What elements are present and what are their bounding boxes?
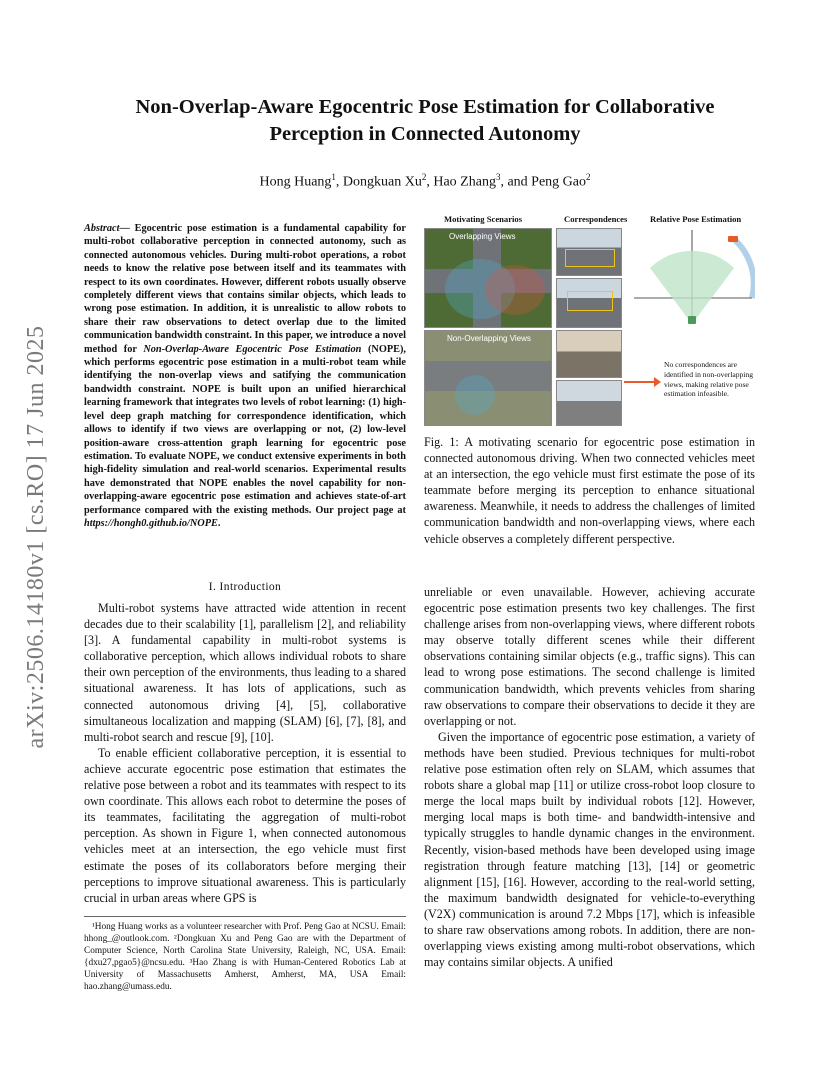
figure-header-pose: Relative Pose Estimation: [650, 214, 742, 224]
author-list: Hong Huang$^1$, Dongkuan Xu$^2$, Hao Zhang$^3$, and Peng Gao$^2$: [259, 172, 591, 190]
overlap-view-a: [556, 228, 622, 276]
paper-title: [80, 94, 770, 148]
figure-caption: Fig. 1: A motivating scenario for egocentric pose estimation in connected autonomous driving. When two connected vehicles meet at an intersection, the ego vehicle must first estimate the pose of its teammate before merging its perception to enhance situational awareness. Meanwhile, it needs to address the challenges of limited communication bandwidth and non-overlapping views, where each vehicle observes a completely different perspective.: [424, 435, 755, 546]
left-column-body: [84, 600, 406, 906]
author-affiliation: 3: [495, 172, 501, 182]
nonoverlap-view-a: [556, 330, 622, 378]
nonoverlap-label: Non-Overlapping Views: [447, 334, 531, 343]
author-name: Dongkuan Xu: [342, 174, 422, 190]
figure-1: [424, 214, 755, 424]
author-affiliation: 1: [331, 172, 336, 182]
author-name: Hong Huang: [259, 174, 332, 190]
overlap-topdown-image: [424, 228, 552, 328]
title-line-1: Non-Overlap-Aware Egocentric Pose Estimation for Collaborative: [135, 96, 715, 118]
pose-diagram: [630, 228, 755, 326]
right-column-body: [424, 584, 755, 970]
nonoverlap-topdown-image: [424, 330, 552, 426]
footnote-text: ¹Hong Huang works as a volunteer researcher with Prof. Peng Gao at NCSU. Email: hhong_@outlook.com. ²Dongkuan Xu and Peng Gao are with the Department of Computer Science, North Carolina State University, Raleigh, NC, USA. Email:{dxu27,pgao5}@ncsu.edu. ³Hao Zhang is with Human-Centered Robotics Lab at University of Massachusetts Amherst, Amherst, MA, USA Email: hao.zhang@umass.edu.: [84, 922, 406, 992]
abstract-label: Abstract: [84, 223, 120, 234]
paragraph: Given the importance of egocentric pose estimation, a variety of methods have been studied. Previous techniques for multi-robot relative pose estimation often rely on SLAM, which assumes that robots share a global map [11] or utilize cross-robot loop closure to merge the local maps built by individual robots [12]. However, merging local maps is both time- and bandwidth-intensive and typically struggles to handle dynamic changes in the environment. Recently, vision-based methods have been developed using image registration through feature matching [13], [14] or geometric alignment [15], [16]. However, according to the real-world setting, the maximum bandwidth designated for vehicle-to-everything (V2X) communication is around 7.2 Mbps [17], which is infeasible to share raw observations among robots. In addition, there are non-overlapping views existing among multi-robot observations, which may contains similar objects. A unified: [424, 729, 755, 970]
author-name: Peng Gao: [531, 174, 586, 190]
abstract: [84, 222, 406, 530]
author-affiliation: 2: [421, 172, 427, 182]
paragraph: To enable efficient collaborative perception, it is essential to achieve accurate egocentric pose estimation that estimates the relative pose between a robot and its teammates with respect to its own coordinate. This allows each robot to determine the poses of its teammates, facilitating the aggregation of multi-robot perception. As shown in Figure 1, when connected autonomous vehicles meet at an intersection, the ego vehicle must first estimate the poses of its collaborators before merging their perceptions to improve situational awareness. This is particularly crucial in urban areas where GPS is: [84, 745, 406, 905]
method-name: Non-Overlap-Aware Egocentric Pose Estimation: [143, 343, 362, 355]
arrow-icon: [622, 372, 662, 392]
paragraph: unreliable or even unavailable. However, achieving accurate egocentric pose estimation presents two key challenges. The first challenge arises from non-overlapping views, where different robots may observe totally different scenes while their different observations containing similar objects (e.g., traffic signs). This can lead to wrong pose estimations. The second challenge is limited communication bandwidth, which prevents vehicles from sharing raw observations to compare their observations to decide it they are overlapping or not.: [424, 585, 755, 728]
affiliation-footnote: [84, 916, 406, 993]
figure-header-scenarios: Motivating Scenarios: [444, 214, 523, 224]
paragraph: Multi-robot systems have attracted wide attention in recent decades due to their scalability [1], parallelism [2], and reliability [3]. A fundamental capability in multi-robot systems is collaborative perception, which allows individual robots to share their own perception of the environments, thus leading to a shared situational awareness. It has lots of applications, such as connected autonomous driving [4], [5], collaborative simultaneous localization and mapping (SLAM) [6], [7], [8], and multi-robot search and rescue [9], [10].: [84, 601, 406, 744]
nonoverlap-view-b: [556, 380, 622, 426]
title-line-2: Perception in Connected Autonomy: [269, 123, 581, 145]
project-url[interactable]: https://hongh0.github.io/NOPE: [84, 517, 218, 529]
pose-diagram-svg: [630, 228, 755, 326]
section-heading-introduction: I. Introduction: [208, 581, 282, 593]
abstract-text-1: — Egocentric pose estimation is a fundamental capability for multi-robot collaborative perception in connected autonomy, such as connected autonomous vehicles. During multi-robot operations, a robot needs to know the relative pose between itself and its teammates with respect to its own coordinates. However, different robots usually observe completely different views that contains similar objects, which leads to wrong pose estimation. In addition, it is unrealistic to allow robots to share their raw observations to detect overlap due to the limited communication bandwidth constraint. In this paper, we introduce a novel method for: [84, 223, 406, 355]
overlap-label: Overlapping Views: [449, 232, 516, 241]
overlap-view-b: [556, 278, 622, 328]
figure-header-correspondences: Correspondences: [564, 214, 628, 224]
abstract-end: .: [217, 517, 221, 529]
abstract-text-2: (NOPE), which performs egocentric pose estimation in a multi-robot team while identifying the non-overlap views and satifying the communication bandwidth constraint. NOPE is built upon an unified hierarchical learning framework that integrates two levels of robot learning: (1) high-level deep graph matching for correspondence identification, which allows to identify if two views are overlapping or not, (2) low-level position-aware cross-attention graph learning for egocentric pose estimation. To evaluate NOPE, we conduct extensive experiments in both high-fidelity simulation and real-world scenarios. Experimental results have demonstrated that NOPE enables the novel capability for non-overlapping-aware egocentric pose estimation and achieves state-of-art performance compared with the existing methods. Our project page at: [84, 343, 406, 516]
figure-note: No correspondences are identified in non-overlapping views, making relative pose estimation infeasible.: [664, 360, 753, 399]
arxiv-identifier: arXiv:2506.14180v1 [cs.RO] 17 Jun 2025: [23, 325, 49, 749]
author-affiliation: 2: [586, 172, 591, 182]
author-name: Hao Zhang: [433, 174, 496, 190]
